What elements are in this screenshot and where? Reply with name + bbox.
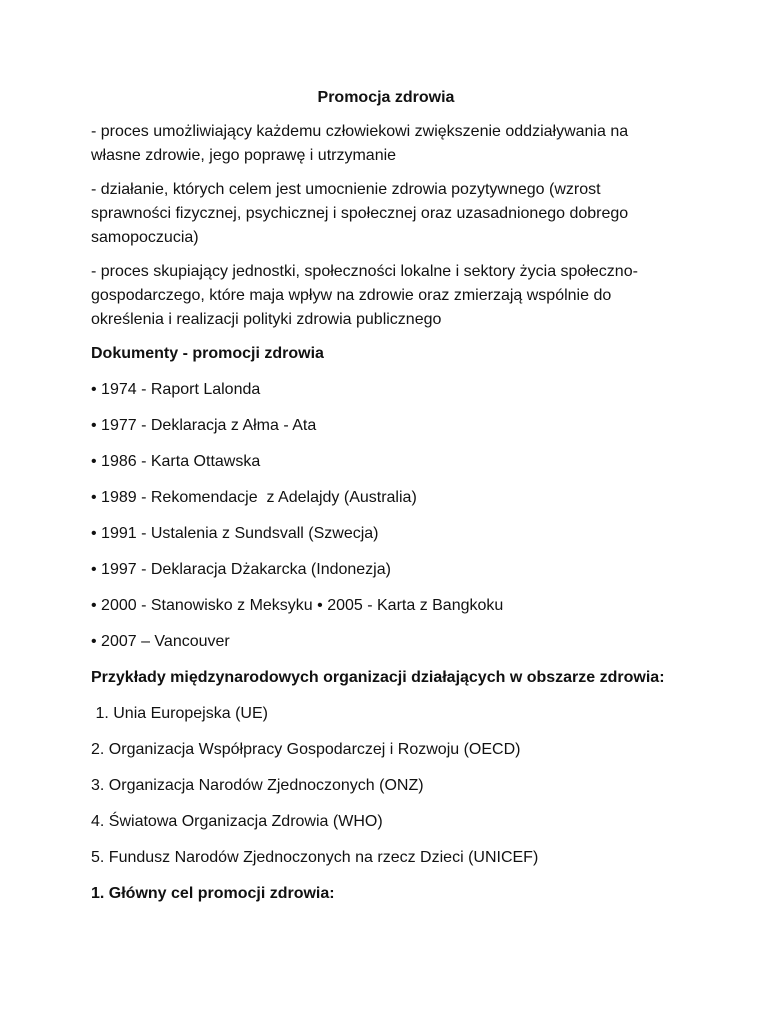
- documents-list-item: • 1977 - Deklaracja z Ałma - Ata: [91, 417, 317, 434]
- organizations-list-item: 5. Fundusz Narodów Zjednoczonych na rzecz Dzieci (UNICEF): [91, 849, 539, 866]
- organizations-list-item: 2. Organizacja Współpracy Gospodarczej i Rozwoju (OECD): [91, 741, 521, 758]
- document-content: [91, 86, 681, 918]
- documents-list-item: • 2007 – Vancouver: [91, 633, 230, 650]
- documents-list-item: • 1997 - Deklaracja Dżakarcka (Indonezja): [91, 561, 391, 578]
- documents-list-item: • 2000 - Stanowisko z Meksyku • 2005 - Karta z Bangkoku: [91, 597, 504, 614]
- document-title: Promocja zdrowia: [317, 89, 455, 106]
- organizations-list-item: 4. Światowa Organizacja Zdrowia (WHO): [91, 813, 383, 830]
- documents-list-item: • 1989 - Rekomendacje z Adelajdy (Australia): [91, 489, 417, 506]
- documents-list-item: • 1986 - Karta Ottawska: [91, 453, 261, 470]
- definition-paragraph: - proces umożliwiający każdemu człowiekowi zwiększenie oddziaływania na własne zdrowie, jego poprawę i utrzymanie: [91, 123, 629, 164]
- organizations-list-item: 3. Organizacja Narodów Zjednoczonych (ONZ): [91, 777, 424, 794]
- goal-heading: 1. Główny cel promocji zdrowia:: [91, 885, 335, 902]
- organizations-list-item: 1. Unia Europejska (UE): [91, 705, 268, 722]
- definition-paragraph: - działanie, których celem jest umocnienie zdrowia pozytywnego (wzrost sprawności fizycznej, psychicznej i społecznej oraz uzasadnionego dobrego samopoczucia): [91, 181, 629, 246]
- definition-paragraph: - proces skupiający jednostki, społeczności lokalne i sektory życia społeczno-gospodarczego, które maja wpływ na zdrowie oraz zmierzają wspólnie do określenia i realizacji polityki zdrowia publicznego: [91, 263, 638, 328]
- documents-list-item: • 1991 - Ustalenia z Sundsvall (Szwecja): [91, 525, 379, 542]
- organizations-heading: Przykłady międzynarodowych organizacji działających w obszarze zdrowia:: [91, 669, 665, 686]
- documents-heading: Dokumenty - promocji zdrowia: [91, 345, 324, 362]
- documents-list-item: • 1974 - Raport Lalonda: [91, 381, 261, 398]
